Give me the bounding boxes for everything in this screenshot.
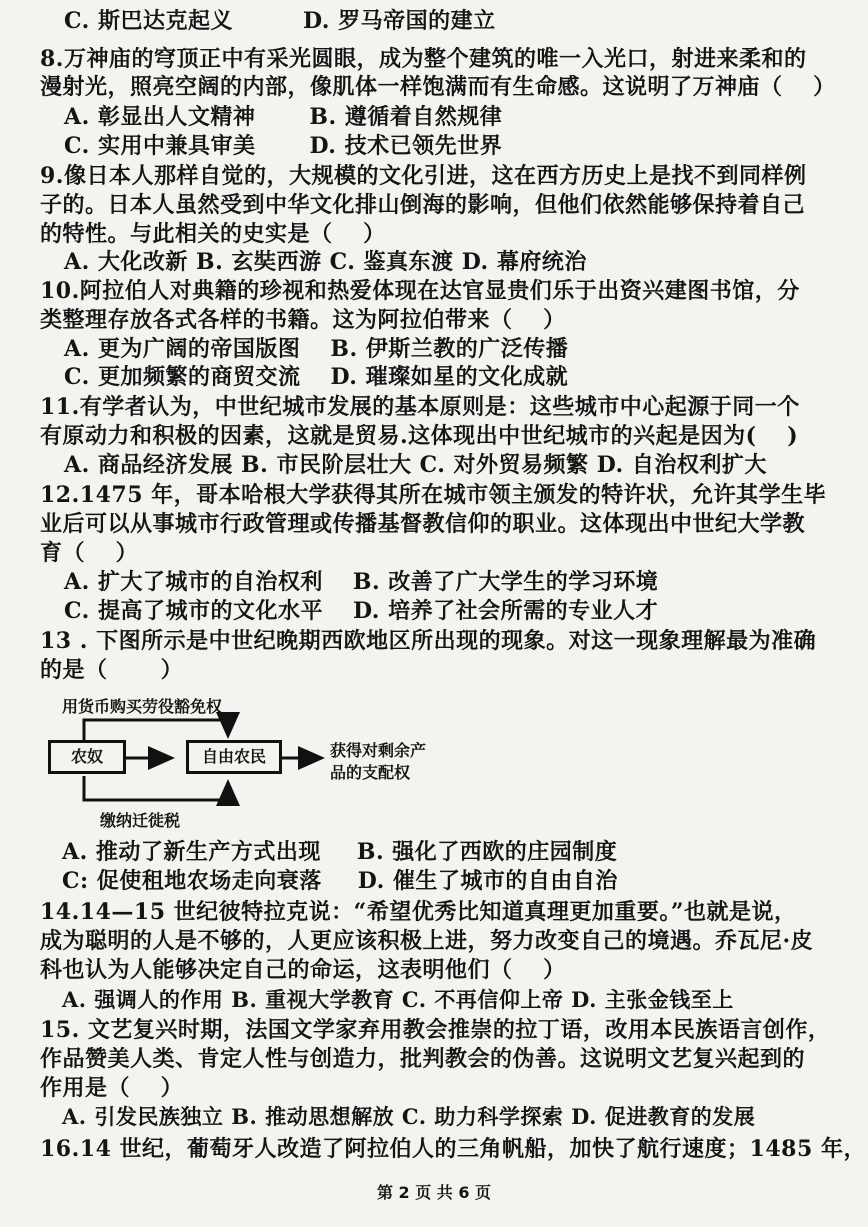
box-serf: 农奴 bbox=[48, 740, 126, 774]
q13-option-c: C: 促使租地农场走向衰落 bbox=[62, 868, 322, 894]
diagram-top-label: 用货币购买劳役豁免权 bbox=[62, 697, 223, 716]
q10-stem-1: 10.阿拉伯人对典籍的珍视和热爱体现在达官显贵们乐于出资兴建图书馆，分 bbox=[40, 278, 800, 304]
q12-stem-2: 业后可以从事城市行政管理或传播基督教信仰的职业。这体现出中世纪大学教 bbox=[40, 511, 806, 537]
q14-stem-1: 14.14—15 世纪彼特拉克说：“希望优秀比知道真理更加重要。”也就是说， bbox=[40, 899, 797, 925]
q8-option-b: B. 遵循着自然规律 bbox=[309, 104, 503, 130]
diagram-right-label-2: 品的支配权 bbox=[330, 763, 411, 782]
q15-stem-2: 作品赞美人类、肯定人性与创造力，批判教会的伪善。这说明文艺复兴起到的 bbox=[40, 1046, 806, 1072]
q11-options: A. 商品经济发展 B. 市民阶层壮大 C. 对外贸易频繁 D. 自治权利扩大 bbox=[64, 452, 767, 478]
box-free-peasant: 自由农民 bbox=[186, 740, 282, 774]
q8-options-cd bbox=[64, 131, 832, 161]
q8-option-d: D. 技术已领先世界 bbox=[309, 133, 503, 159]
q13-option-d: D. 催生了城市的自由自治 bbox=[357, 868, 618, 894]
q14-stem-2: 成为聪明的人是不够的，人更应该积极上进，努力改变自己的境遇。乔瓦尼·皮 bbox=[40, 928, 814, 954]
top-connector bbox=[84, 720, 228, 740]
q14-options: A. 强调人的作用 B. 重视大学教育 C. 不再信仰上帝 D. 主张金钱至上 bbox=[62, 987, 734, 1012]
q7-option-d: D. 罗马帝国的建立 bbox=[302, 8, 496, 34]
q8-option-c: C. 实用中兼具审美 bbox=[64, 133, 256, 159]
q13-option-b: B. 强化了西欧的庄园制度 bbox=[356, 839, 618, 865]
q11-stem-2: 有原动力和积极的因素，这就是贸易.这体现出中世纪城市的兴起是因为( ) bbox=[40, 423, 799, 449]
q10-options-ab bbox=[64, 334, 832, 364]
q9-options: A. 大化改新 B. 玄奘西游 C. 鉴真东渡 D. 幕府统治 bbox=[64, 249, 587, 275]
q12-stem-1: 12.1475 年，哥本哈根大学获得其所在城市领主颁发的特许状，允许其学生毕 bbox=[40, 482, 827, 508]
q8-option-a: A. 彰显出人文精神 bbox=[64, 104, 256, 130]
q12-option-c: C. 提高了城市的文化水平 bbox=[64, 598, 323, 624]
q11-stem-1: 11.有学者认为，中世纪城市发展的基本原则是：这些城市中心起源于同一个 bbox=[40, 394, 800, 420]
q14-stem-3: 科也认为人能够决定自己的命运，这表明他们（ ） bbox=[40, 957, 566, 983]
q8-options-ab bbox=[64, 102, 832, 132]
diagram-right-label-1: 获得对剩余产 bbox=[330, 741, 427, 760]
q12-options-ab bbox=[64, 567, 832, 597]
q16-stem-1: 16.14 世纪，葡萄牙人改造了阿拉伯人的三角帆船，加快了航行速度；1485 年， bbox=[40, 1136, 866, 1162]
q10-option-a: A. 更为广阔的帝国版图 bbox=[64, 336, 301, 362]
q13-option-a: A. 推动了新生产方式出现 bbox=[62, 839, 321, 865]
bottom-connector bbox=[84, 776, 228, 800]
q10-option-b: B. 伊斯兰教的广泛传播 bbox=[330, 336, 569, 362]
q8-stem-2: 漫射光，照亮空阔的内部，像肌体一样饱满而有生命感。这说明了万神庙（ ） bbox=[40, 74, 836, 100]
q13-stem-2: 的是（ ） bbox=[40, 657, 184, 683]
page-number: 第 2 页 共 6 页 bbox=[376, 1183, 492, 1202]
q10-stem-2: 类整理存放各式各样的书籍。这为阿拉伯带来（ ） bbox=[40, 307, 566, 333]
q10-options-cd bbox=[64, 362, 832, 392]
diagram-bottom-label: 缴纳迁徙税 bbox=[100, 811, 181, 830]
q13-stem-1: 13 . 下图所示是中世纪晚期西欧地区所出现的现象。对这一现象理解最为准确 bbox=[40, 628, 817, 654]
q9-stem-2: 子的。日本人虽然受到中华文化排山倒海的影响，但他们依然能够保持着自己 bbox=[40, 192, 806, 218]
q12-option-a: A. 扩大了城市的自治权利 bbox=[64, 569, 323, 595]
q9-stem-3: 的特性。与此相关的史实是（ ） bbox=[40, 221, 386, 247]
q7-option-c: C. 斯巴达克起义 bbox=[64, 8, 233, 34]
q15-stem-3: 作用是（ ） bbox=[40, 1075, 184, 1101]
q13-options-ab bbox=[62, 837, 832, 867]
q8-stem-1: 8.万神庙的穹顶正中有采光圆眼，成为整个建筑的唯一入光口，射进来柔和的 bbox=[40, 46, 807, 72]
q12-options-cd bbox=[64, 596, 832, 626]
q15-stem-1: 15. 文艺复兴时期，法国文学家弃用教会推崇的拉丁语，改用本民族语言创作， bbox=[40, 1017, 831, 1043]
q15-options: A. 引发民族独立 B. 推动思想解放 C. 助力科学探索 D. 促进教育的发展 bbox=[62, 1104, 756, 1129]
q10-option-d: D. 璀璨如星的文化成就 bbox=[330, 364, 569, 390]
q12-option-b: B. 改善了广大学生的学习环境 bbox=[352, 569, 659, 595]
q12-stem-3: 育（ ） bbox=[40, 540, 139, 566]
q12-option-d: D. 培养了社会所需的专业人才 bbox=[352, 598, 659, 624]
q10-option-c: C. 更加频繁的商贸交流 bbox=[64, 364, 301, 390]
q13-options-cd bbox=[62, 866, 832, 896]
q7-options-cd bbox=[64, 6, 832, 36]
q9-stem-1: 9.像日本人那样自觉的，大规模的文化引进，这在西方历史上是找不到同样例 bbox=[40, 163, 807, 189]
q13-flow-diagram bbox=[40, 692, 500, 832]
